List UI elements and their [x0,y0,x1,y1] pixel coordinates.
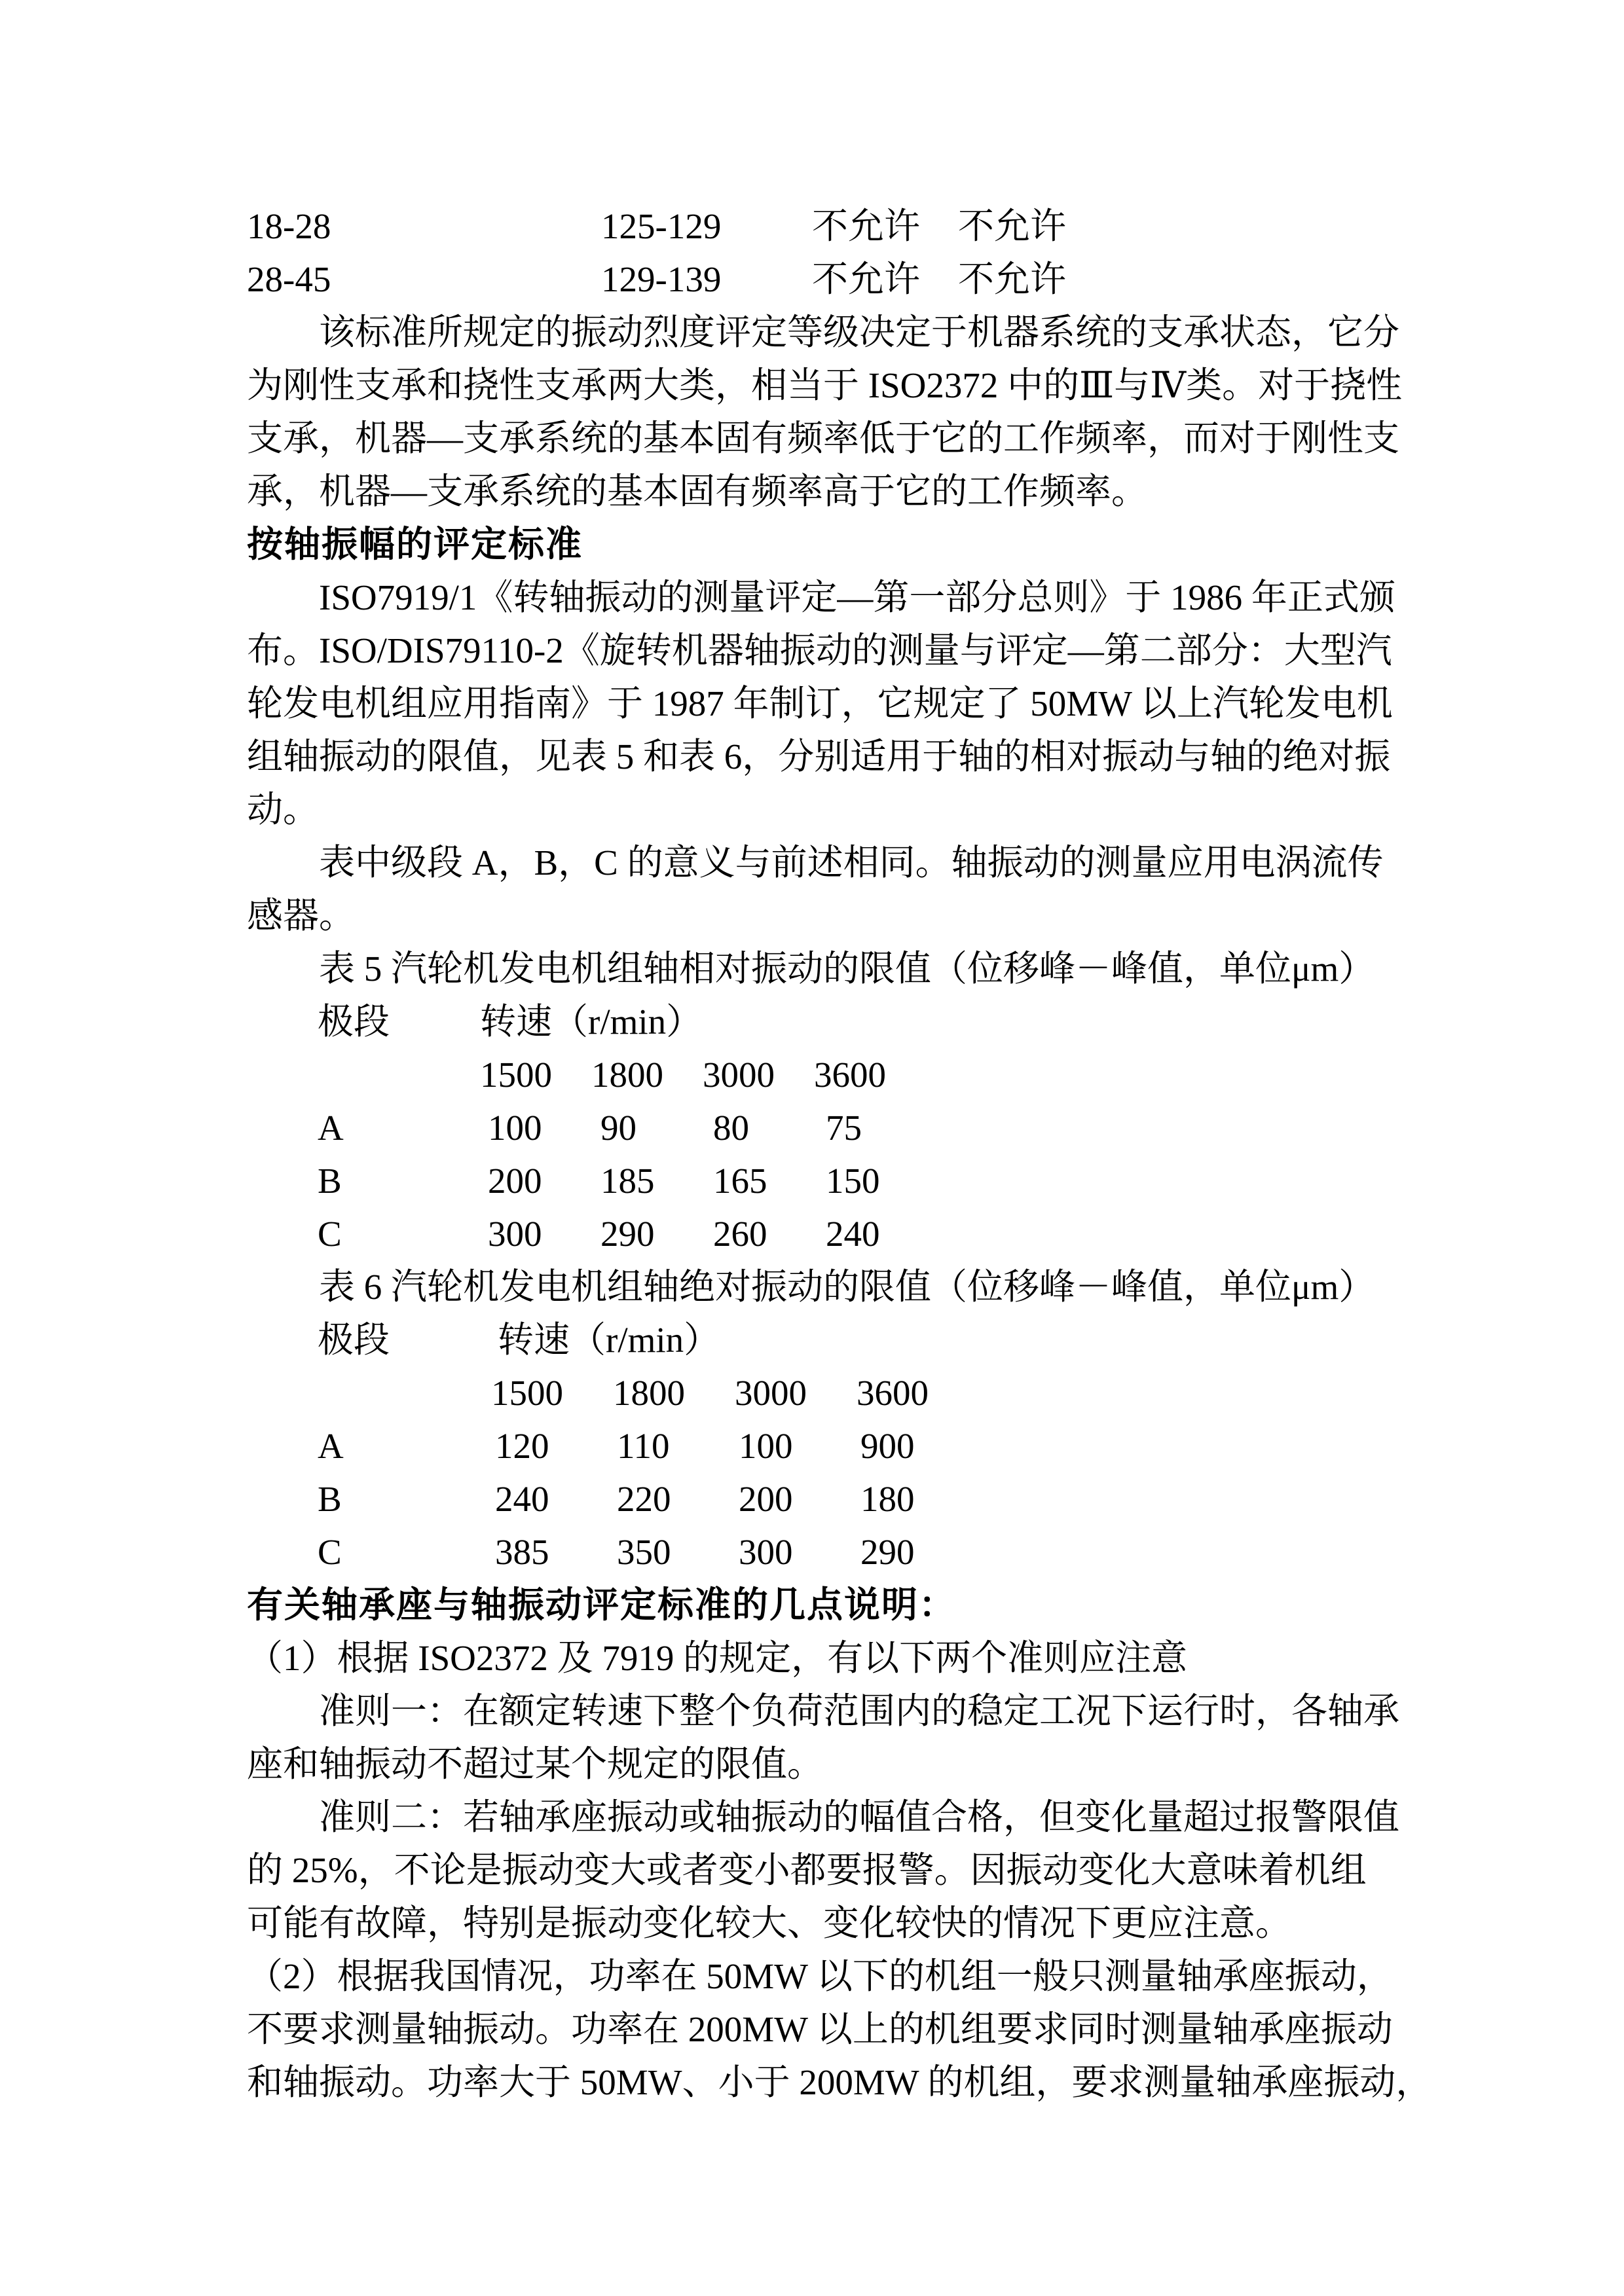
body-line: 动。 [247,790,320,829]
body-line: 轮发电机组应用指南》于 1987 年制订，它规定了 50MW 以上汽轮发电机 [247,683,1393,723]
table5-value-cell: 75 [826,1108,862,1148]
table5-header-speed: 转速（r/min） [480,1002,703,1042]
body-line: 表中级段 A，B，C 的意义与前述相同。轴振动的测量应用电涡流传 [319,843,1384,883]
rigid-cell: 不允许 [958,206,1067,246]
table5-speed-cell: 1500 [480,1055,552,1095]
speed-range-cell: 18-28 [247,206,331,246]
table6-value-cell: 300 [739,1532,793,1572]
table5-value-cell: 165 [713,1161,767,1201]
section-heading-notes: 有关轴承座与轴振动评定标准的几点说明： [247,1584,957,1625]
table5-value-cell: 200 [488,1161,542,1201]
table5-value-cell: 80 [713,1108,749,1148]
table5-data-row [247,1154,1406,1207]
table6-speed-row [247,1366,1406,1419]
table6-row-label: B [318,1479,342,1519]
body-line: 支承，机器—支承系统的基本固有频率低于它的工作频率，而对于刚性支 [247,418,1400,458]
table6-value-cell: 350 [617,1532,671,1572]
body-line: 该标准所规定的振动烈度评定等级决定于机器系统的支承状态，它分 [319,312,1400,352]
table5-row-label: B [318,1161,342,1201]
vibration-cell: 129-139 [601,259,722,299]
table6-value-cell: 220 [617,1479,671,1519]
table6-value-cell: 110 [617,1426,670,1466]
table-row [247,253,1406,306]
section-heading-shaft-amplitude: 按轴振幅的评定标准 [247,524,583,564]
body-line: 准则一：在额定转速下整个负荷范围内的稳定工况下运行时，各轴承 [319,1691,1400,1731]
table6-data-row [247,1472,1406,1525]
table5-value-cell: 300 [488,1214,542,1254]
table6-row-label: A [318,1426,344,1466]
table6-value-cell: 900 [860,1426,915,1466]
table5-header-row [247,995,1406,1048]
table5-value-cell: 150 [826,1161,880,1201]
table6-value-cell: 180 [860,1479,915,1519]
table5-value-cell: 100 [488,1108,542,1148]
body-line: 为刚性支承和挠性支承两大类，相当于 ISO2372 中的Ⅲ与Ⅳ类。对于挠性 [247,365,1403,405]
text-block [247,200,1432,2109]
body-line: 布。ISO/DIS79110-2《旋转机器轴振动的测量与评定—第二部分：大型汽 [247,630,1392,670]
body-line: （1）根据 ISO2372 及 7919 的规定，有以下两个准则应注意 [247,1638,1188,1678]
table6-speed-cell: 1500 [491,1373,563,1413]
body-line: 不要求测量轴振动。功率在 200MW 以上的机组要求同时测量轴承座振动 [247,2009,1393,2049]
table5-row-label: C [318,1214,342,1254]
body-line: 组轴振动的限值，见表 5 和表 6，分别适用于轴的相对振动与轴的绝对振 [247,737,1391,776]
table6-value-cell: 200 [739,1479,793,1519]
table6-header-row [247,1313,1406,1366]
table6-speed-cell: 3600 [857,1373,929,1413]
body-line: 和轴振动。功率大于 50MW、小于 200MW 的机组，要求测量轴承座振动， [247,2062,1432,2102]
table5-speed-row [247,1048,1406,1101]
table6-header-label: 极段 [318,1320,390,1360]
table-row [247,200,1406,253]
table5-data-row [247,1101,1406,1154]
flexible-cell: 不允许 [812,206,921,246]
table6-value-cell: 100 [739,1426,793,1466]
table6-value-cell: 290 [860,1532,915,1572]
flexible-cell: 不允许 [812,259,921,299]
table5-value-cell: 185 [600,1161,655,1201]
table6-value-cell: 120 [495,1426,549,1466]
table5-speed-cell: 3000 [703,1055,775,1095]
table6-caption: 表 6 汽轮机发电机组轴绝对振动的限值（位移峰－峰值，单位μm） [319,1267,1375,1307]
table6-data-row [247,1419,1406,1472]
table5-data-row [247,1207,1406,1260]
table5-value-cell: 90 [600,1108,637,1148]
vibration-cell: 125-129 [601,206,722,246]
table5-speed-cell: 3600 [814,1055,886,1095]
body-line: 的 25%，不论是振动变大或者变小都要报警。因振动变化大意味着机组 [247,1850,1367,1890]
body-line: 座和轴振动不超过某个规定的限值。 [247,1744,824,1784]
rigid-cell: 不允许 [958,259,1067,299]
table6-data-row [247,1525,1406,1578]
table6-speed-cell: 3000 [735,1373,807,1413]
table6-value-cell: 240 [495,1479,549,1519]
table6-row-label: C [318,1532,342,1572]
table6-speed-cell: 1800 [613,1373,685,1413]
table5-caption: 表 5 汽轮机发电机组轴相对振动的限值（位移峰－峰值，单位μm） [319,949,1375,989]
body-line: 可能有故障，特别是振动变化较大、变化较快的情况下更应注意。 [247,1903,1292,1943]
table5-header-label: 极段 [318,1002,390,1042]
body-line: 承，机器—支承系统的基本固有频率高于它的工作频率。 [247,471,1148,511]
body-line: 准则二：若轴承座振动或轴振动的幅值合格，但变化量超过报警限值 [319,1797,1400,1837]
body-line: （2）根据我国情况，功率在 50MW 以下的机组一般只测量轴承座振动， [247,1956,1393,1996]
table5-row-label: A [318,1108,344,1148]
table5-speed-cell: 1800 [591,1055,663,1095]
table5-value-cell: 260 [713,1214,767,1254]
speed-range-cell: 28-45 [247,259,331,299]
body-line: ISO7919/1《转轴振动的测量评定—第一部分总则》于 1986 年正式颁 [319,577,1395,617]
table6-value-cell: 385 [495,1532,549,1572]
body-line: 感器。 [247,896,356,936]
table5-value-cell: 290 [600,1214,655,1254]
table5-value-cell: 240 [826,1214,880,1254]
table6-header-speed: 转速（r/min） [498,1320,720,1360]
